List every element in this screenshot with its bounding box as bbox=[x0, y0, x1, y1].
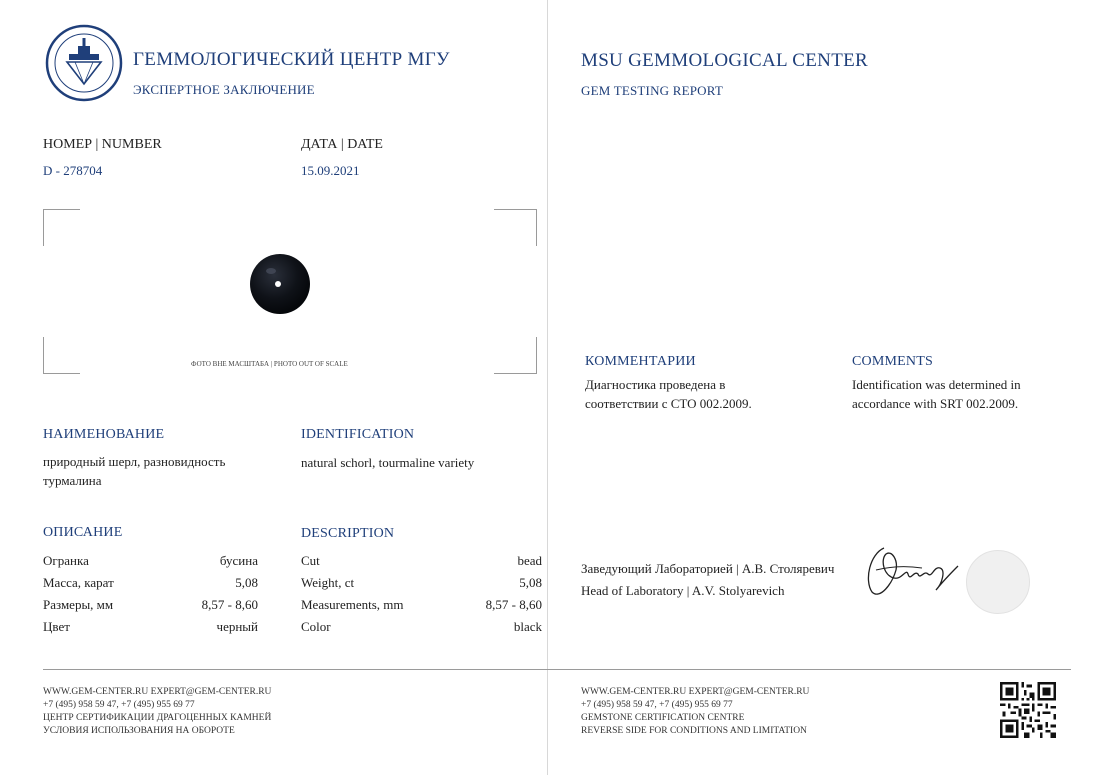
desc-value-ru: 5,08 bbox=[235, 575, 258, 590]
desc-label-ru: Огранка bbox=[43, 553, 89, 568]
comments-ru-line2: соответствии с СТО 002.2009. bbox=[585, 396, 752, 411]
desc-label-en: Color bbox=[301, 619, 331, 634]
gemstone-photo bbox=[249, 253, 311, 315]
page-title-en: MSU GEMMOLOGICAL CENTER bbox=[581, 50, 868, 71]
footer-right bbox=[581, 686, 809, 738]
page-fold-divider bbox=[547, 0, 548, 775]
footer-left-line2: +7 (495) 958 59 47, +7 (495) 955 69 77 bbox=[43, 700, 195, 710]
number-label: НОМЕР | NUMBER bbox=[43, 137, 162, 152]
comments-ru-line1: Диагностика проведена в bbox=[585, 377, 726, 392]
footer-right-line1: WWW.GEM-CENTER.RU EXPERT@GEM-CENTER.RU bbox=[581, 687, 810, 697]
footer-rule bbox=[43, 669, 1071, 670]
desc-label-en: Weight, ct bbox=[301, 575, 355, 590]
photo-frame-corner-tl bbox=[43, 209, 80, 246]
stamp-seal bbox=[966, 550, 1030, 614]
footer-right-line3: GEMSTONE CERTIFICATION CENTRE bbox=[581, 713, 745, 723]
desc-label-ru: Масса, карат bbox=[43, 575, 114, 590]
identification-value-ru-line2: турмалина bbox=[43, 473, 102, 488]
page-title-ru: ГЕММОЛОГИЧЕСКИЙ ЦЕНТР МГУ bbox=[133, 49, 450, 70]
photo-frame-corner-tr bbox=[494, 209, 537, 246]
description-heading-en: DESCRIPTION bbox=[301, 526, 395, 541]
page-subtitle-ru: ЭКСПЕРТНОЕ ЗАКЛЮЧЕНИЕ bbox=[133, 82, 315, 97]
photo-caption: ФОТО ВНЕ МАСШТАБА | PHOTO OUT OF SCALE bbox=[191, 360, 348, 368]
identification-value-en: natural schorl, tourmaline variety bbox=[301, 455, 475, 470]
desc-value-en: bead bbox=[517, 553, 542, 568]
identification-value-ru-line1: природный шерл, разновидность bbox=[43, 454, 226, 469]
photo-frame-corner-br bbox=[494, 337, 537, 374]
footer-left-line1: WWW.GEM-CENTER.RU EXPERT@GEM-CENTER.RU bbox=[43, 687, 272, 697]
footer-right-line4: REVERSE SIDE FOR CONDITIONS AND LIMITATION bbox=[581, 726, 807, 736]
footer-left-line3: ЦЕНТР СЕРТИФИКАЦИИ ДРАГОЦЕННЫХ КАМНЕЙ bbox=[43, 713, 272, 723]
desc-value-en: 5,08 bbox=[519, 575, 542, 590]
desc-label-ru: Цвет bbox=[43, 619, 70, 634]
desc-label-ru: Размеры, мм bbox=[43, 597, 114, 612]
logo-emblem bbox=[45, 24, 123, 102]
number-value: D - 278704 bbox=[43, 163, 103, 178]
signature bbox=[862, 540, 962, 604]
footer-left-line4: УСЛОВИЯ ИСПОЛЬЗОВАНИЯ НА ОБОРОТЕ bbox=[43, 726, 235, 736]
photo-frame-corner-bl bbox=[43, 337, 80, 374]
footer-left bbox=[43, 686, 271, 738]
desc-value-en: black bbox=[513, 619, 542, 634]
desc-value-ru: черный bbox=[216, 619, 258, 634]
date-value: 15.09.2021 bbox=[301, 163, 360, 178]
description-heading-ru: ОПИСАНИЕ bbox=[43, 525, 123, 540]
footer-right-line2: +7 (495) 958 59 47, +7 (495) 955 69 77 bbox=[581, 700, 733, 710]
desc-label-en: Cut bbox=[301, 553, 320, 568]
desc-value-ru: бусина bbox=[219, 553, 258, 568]
page-subtitle-en: GEM TESTING REPORT bbox=[581, 83, 723, 98]
identification-heading-ru: НАИМЕНОВАНИЕ bbox=[43, 427, 165, 442]
head-of-lab-en: Head of Laboratory | A.V. Stolyarevich bbox=[581, 583, 785, 598]
comments-heading-ru: КОММЕНТАРИИ bbox=[585, 354, 696, 369]
desc-label-en: Measurements, mm bbox=[301, 597, 404, 612]
identification-heading-en: IDENTIFICATION bbox=[301, 427, 415, 442]
desc-value-ru: 8,57 - 8,60 bbox=[201, 597, 258, 612]
date-label: ДАТА | DATE bbox=[301, 137, 383, 152]
comments-heading-en: COMMENTS bbox=[852, 354, 933, 369]
qr-code bbox=[1000, 682, 1056, 738]
comments-en-line2: accordance with SRT 002.2009. bbox=[852, 396, 1019, 411]
comments-en-line1: Identification was determined in bbox=[852, 377, 1021, 392]
desc-value-en: 8,57 - 8,60 bbox=[485, 597, 542, 612]
head-of-lab-ru: Заведующий Лабораторией | А.В. Столяревич bbox=[581, 561, 835, 576]
